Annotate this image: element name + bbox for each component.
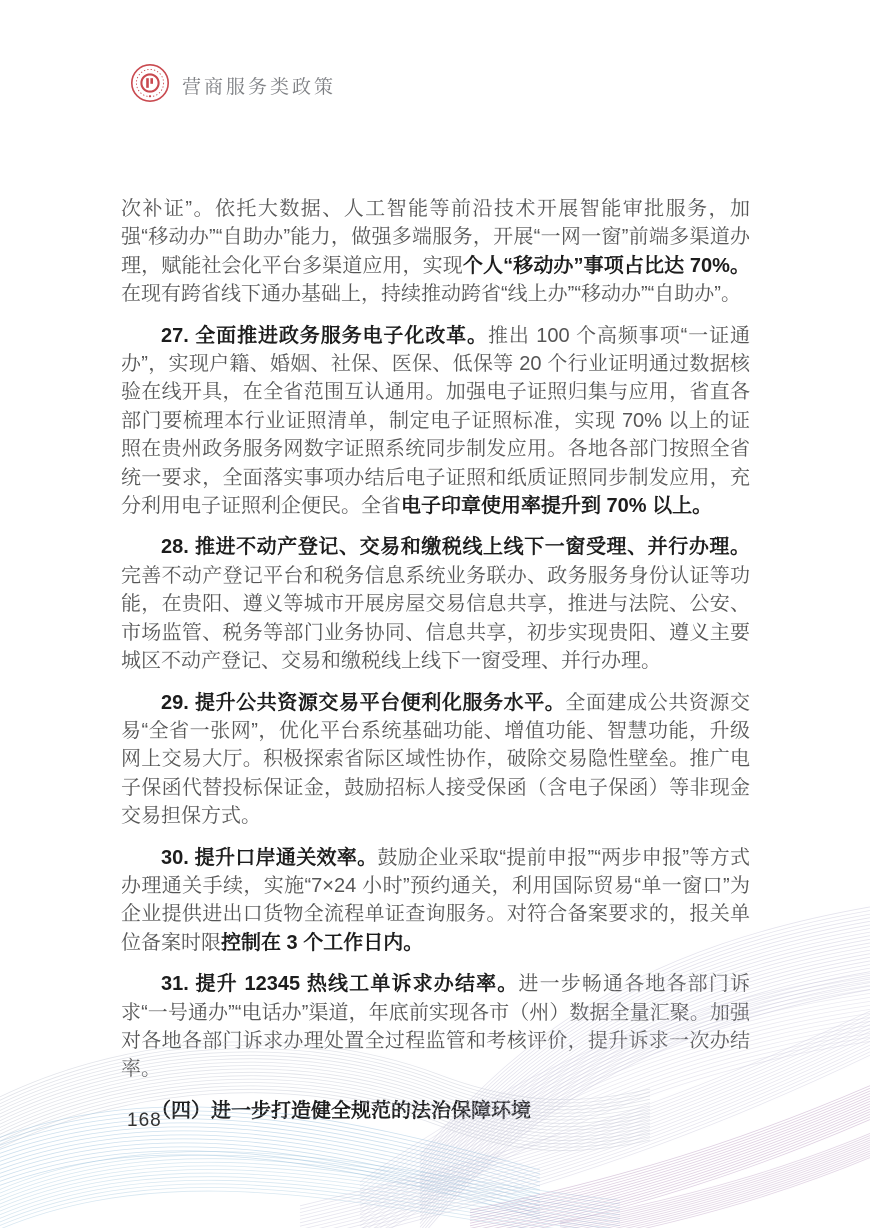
body-text: 鼓励企业采取“提前申报”“两步申报”等方式办理通关手续，实施“7×24 小时”预约通关，利用国际贸易“单一窗口”为企业提供进出口货物全流程单证查询服务。对符合备案要求的，报关单位备案时限 — [121, 846, 751, 954]
body-text: 在现有跨省线下通办基础上，持续推动跨省“线上办”“移动办”“自助办”。 — [121, 283, 741, 306]
emphasis-text: 31. 提升 12345 热线工单诉求办结率。 — [161, 973, 519, 996]
emphasis-text: 28. 推进不动产登记、交易和缴税线上线下一窗受理、并行办理。 — [161, 536, 750, 559]
paragraph — [121, 689, 750, 831]
emphasis-text: 控制在 3 个工作日内。 — [221, 931, 424, 954]
emphasis-text: 30. 提升口岸通关效率。 — [161, 846, 378, 869]
emphasis-text: 电子印章使用率提升到 70% 以上。 — [401, 495, 713, 518]
body-text: 次补证”。依托大数据、人工智能等前沿技术开展智能审批服务，加强“移动办”“自助办”能力，做强多端服务，开展“一网一窗”前端多渠道办理，赋能社会化平台多渠道应用，实现 — [121, 198, 750, 277]
paragraph — [121, 970, 750, 1084]
body-text: 推出 100 个高频事项“一证通办”，实现户籍、婚姻、社保、医保、低保等 20 个行业证明通过数据核验在线开具，在全省范围互认通用。加强电子证照归集与应用，省直各部门要梳理本行业证照清单，制定电子证照标准，实现 70% 以上的证照在贵州政务服务网数字证照系统同步制发应用。各地各部门按照全省统一要求，全面落实事项办结后电子证照和纸质证照同步制发应用，充分利用电子证照利企便民。全省 — [121, 324, 750, 518]
paragraph — [121, 195, 750, 309]
paragraph — [121, 533, 750, 675]
emphasis-text: 27. 全面推进政务服务电子化改革。 — [161, 324, 488, 347]
document-body — [121, 195, 750, 1138]
body-text: 进一步畅通各地各部门诉求“一号通办”“电话办”渠道，年底前实现各市（州）数据全量汇聚。加强对各地各部门诉求办理处置全过程监管和考核评价，提升诉求一次办结率。 — [121, 973, 750, 1081]
emphasis-text: （四）进一步打造健全规范的法治保障环境 — [151, 1099, 531, 1122]
section-heading — [121, 1097, 750, 1125]
paragraph — [121, 322, 750, 521]
brand-seal-icon — [130, 63, 170, 103]
body-text: 完善不动产登记平台和税务信息系统业务联办、政务服务身份认证等功能，在贵阳、遵义等城市开展房屋交易信息共享，推进与法院、公安、市场监管、税务等部门业务协同、信息共享，初步实现贵阳、遵义主要城区不动产登记、交易和缴税线上线下一窗受理、并行办理。 — [121, 564, 750, 673]
header-title: 营商服务类政策 — [182, 77, 337, 98]
page-number: 168 — [127, 1110, 162, 1131]
paragraph — [121, 844, 750, 958]
emphasis-text: 29. 提升公共资源交易平台便利化服务水平。 — [161, 691, 566, 714]
body-text: 全面建成公共资源交易“全省一张网”，优化平台系统基础功能、增值功能、智慧功能，升级网上交易大厅。积极探索省际区域性协作，破除交易隐性壁垒。推广电子保函代替投标保证金，鼓励招标人接受保函（含电子保函）等非现金交易担保方式。 — [121, 691, 751, 828]
emphasis-text: 个人“移动办”事项占比达 70%。 — [462, 254, 750, 277]
page-header — [0, 0, 870, 120]
